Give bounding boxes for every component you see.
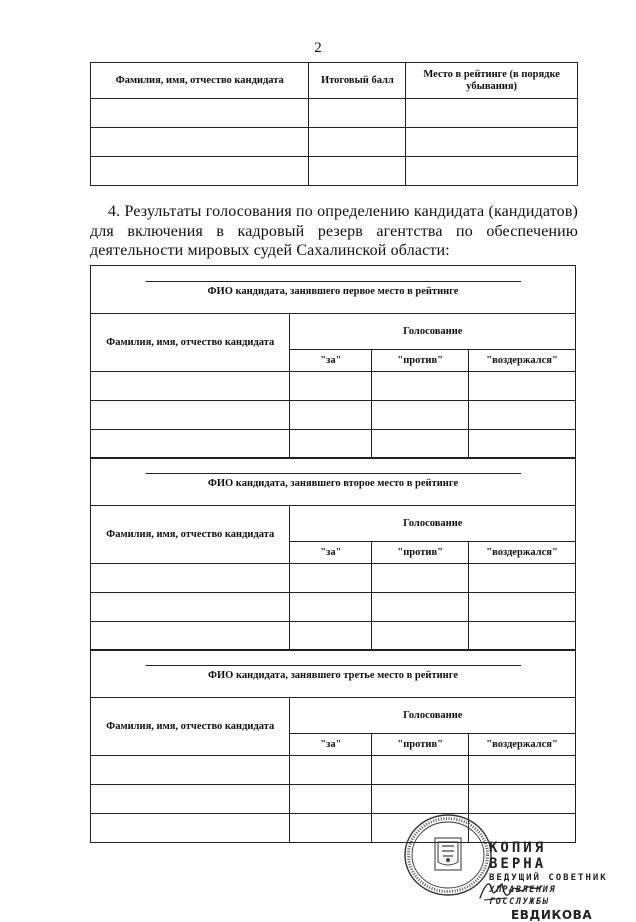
vote-header: Голосование (290, 698, 576, 734)
vote-title-row (91, 458, 576, 506)
rating-header-name: Фамилия, имя, отчество кандидата (91, 63, 309, 99)
option-for: "за" (290, 542, 372, 564)
option-abstain: "воздержался" (469, 734, 576, 756)
table-row (91, 756, 576, 785)
table-row (91, 593, 576, 622)
name-header: Фамилия, имя, отчество кандидата (91, 314, 290, 372)
table-row (91, 157, 578, 186)
certify-department: УПРАВЛЕНИЯ ГОССЛУЖБЫ (489, 885, 557, 907)
title-rule (146, 665, 521, 666)
vote-table-second-place (90, 457, 576, 651)
table-row (91, 372, 576, 401)
certify-copy-true: КОПИЯ ВЕРНА (489, 840, 547, 872)
vote-header-row (91, 698, 576, 734)
rating-header-score: Итоговый балл (309, 63, 406, 99)
table-row (91, 564, 576, 593)
vote-header: Голосование (290, 314, 576, 350)
rating-table-header-row (91, 63, 578, 99)
vote-block-title: ФИО кандидата, занявшего третье место в рейтинге (207, 670, 459, 681)
table-row (91, 128, 578, 157)
name-header: Фамилия, имя, отчество кандидата (91, 506, 290, 564)
option-against: "против" (372, 542, 469, 564)
table-row (91, 785, 576, 814)
option-abstain: "воздержался" (469, 350, 576, 372)
section-4-paragraph: 4. Результаты голосования по определению кандидата (кандидатов) для включения в кадровый резерв агентства по обеспечению деятельности мировых судей Сахалинской области: (90, 203, 578, 259)
vote-block-title: ФИО кандидата, занявшего первое место в рейтинге (207, 286, 459, 297)
vote-header-row (91, 314, 576, 350)
vote-block-title: ФИО кандидата, занявшего второе место в рейтинге (207, 478, 459, 489)
handwritten-signature (476, 876, 546, 904)
title-rule (146, 281, 521, 282)
option-for: "за" (290, 734, 372, 756)
table-row (91, 401, 576, 430)
rating-table (90, 62, 578, 186)
table-row (91, 814, 576, 843)
certify-position: ВЕДУЩИЙ СОВЕТНИК (489, 873, 608, 883)
vote-header: Голосование (290, 506, 576, 542)
vote-table-first-place (90, 265, 576, 459)
vote-title-row (91, 650, 576, 698)
vote-table-third-place (90, 649, 576, 843)
certify-surname: ЕВДИКОВА (511, 908, 593, 922)
page-number: 2 (314, 40, 322, 56)
rating-header-place: Место в рейтинге (в порядке убывания) (406, 63, 578, 99)
table-row (91, 430, 576, 459)
vote-header-row (91, 506, 576, 542)
option-against: "против" (372, 350, 469, 372)
option-abstain: "воздержался" (469, 542, 576, 564)
option-for: "за" (290, 350, 372, 372)
table-row (91, 622, 576, 651)
table-row (91, 99, 578, 128)
name-header: Фамилия, имя, отчество кандидата (91, 698, 290, 756)
option-against: "против" (372, 734, 469, 756)
vote-title-row (91, 266, 576, 314)
title-rule (146, 473, 521, 474)
